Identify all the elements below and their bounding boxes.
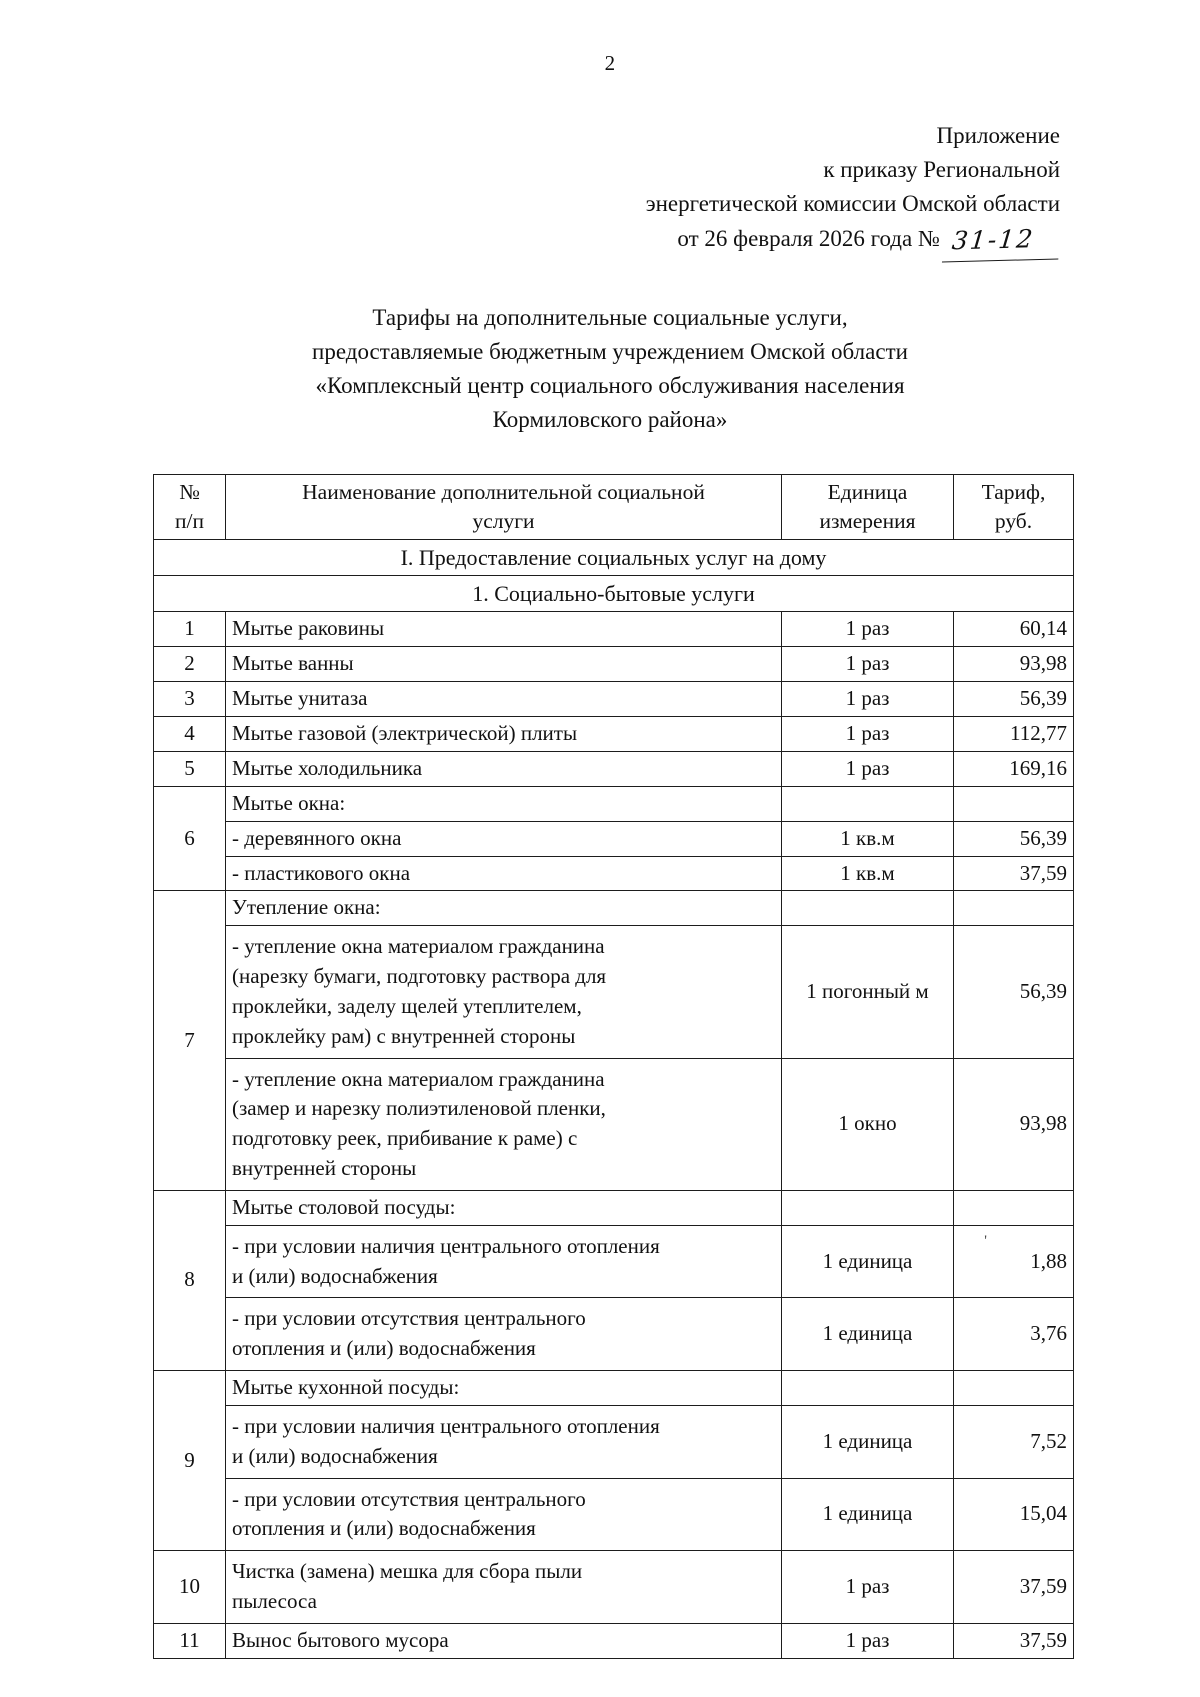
table-row <box>154 1623 1074 1658</box>
row-number: 7 <box>154 891 226 1190</box>
row-number: 9 <box>154 1371 226 1551</box>
tariff-table <box>153 474 1074 1658</box>
row-service-name-line2: пылесоса <box>232 1589 317 1613</box>
row-number: 10 <box>154 1551 226 1624</box>
appendix-line-3: энергетической комиссии Омской области <box>645 190 1060 216</box>
row-tariff: 37,59 <box>954 1551 1074 1624</box>
row-service-name: Мытье газовой (электрической) плиты <box>226 716 782 751</box>
table-row <box>154 1058 1074 1190</box>
title-line-4: Кормиловского района» <box>492 407 728 433</box>
column-header-tariff <box>954 475 1074 539</box>
subsection-heading-row <box>154 575 1074 611</box>
row-tariff-value: 1,88 <box>1030 1248 1067 1273</box>
row-unit: 1 окно <box>782 1058 954 1190</box>
row-service-name <box>226 1225 782 1298</box>
row-service-name-line1: Чистка (замена) мешка для сбора пыли <box>232 1559 583 1584</box>
row-service-name-line2: (нарезку бумаги, подготовку раствора для <box>232 964 607 989</box>
row-tariff: 15,04 <box>954 1478 1074 1551</box>
row-unit <box>782 891 954 926</box>
table-row <box>154 716 1074 751</box>
row-number: 6 <box>154 786 226 891</box>
row-service-name-line3: подготовку реек, прибивание к раме) с <box>232 1126 578 1151</box>
row-tariff: 56,39 <box>954 681 1074 716</box>
row-service-name <box>226 1298 782 1371</box>
row-service-name: - деревянного окна <box>226 821 782 856</box>
row-service-name: Мытье окна: <box>226 786 782 821</box>
row-service-name-line2: отопления и (или) водоснабжения <box>232 1516 536 1541</box>
subsection-heading-one: 1. Социально-бытовые услуги <box>154 575 1074 611</box>
row-service-name <box>226 1478 782 1551</box>
row-unit: 1 единица <box>782 1298 954 1371</box>
row-tariff: 56,39 <box>954 821 1074 856</box>
section-heading-roman-one: I. Предоставление социальных услуг на дому <box>154 539 1074 575</box>
row-unit <box>782 786 954 821</box>
title-line-1: Тарифы на дополнительные социальные услуги, <box>372 305 848 331</box>
row-service-name-line2: отопления и (или) водоснабжения <box>232 1336 536 1361</box>
row-service-name-line1: - при условии наличия центрального отопления <box>232 1233 660 1258</box>
table-row <box>154 821 1074 856</box>
row-service-name-line1: - утепление окна материалом гражданина <box>232 1066 605 1091</box>
table-row <box>154 1298 1074 1371</box>
row-tariff <box>954 891 1074 926</box>
row-number: 4 <box>154 716 226 751</box>
row-service-name-line2: (замер и нарезку полиэтиленовой пленки, <box>232 1096 606 1121</box>
row-number: 3 <box>154 681 226 716</box>
table-row <box>154 856 1074 891</box>
row-tariff: 60,14 <box>954 612 1074 647</box>
document-title <box>150 301 1070 437</box>
row-tariff: 93,98 <box>954 646 1074 681</box>
row-tariff <box>954 786 1074 821</box>
row-unit: 1 раз <box>782 612 954 647</box>
title-line-3: «Комплексный центр социального обслуживания населения <box>315 373 905 399</box>
column-header-number-line2: п/п <box>175 508 204 533</box>
handwritten-order-number: 31-12 <box>942 221 1062 263</box>
row-number: 1 <box>154 612 226 647</box>
row-service-name-line4: проклейку рам) с внутренней стороны <box>232 1023 576 1048</box>
table-row <box>154 786 1074 821</box>
table-row <box>154 926 1074 1058</box>
row-tariff: 169,16 <box>954 751 1074 786</box>
row-unit: 1 единица <box>782 1405 954 1478</box>
table-row <box>154 1371 1074 1406</box>
row-unit: 1 раз <box>782 646 954 681</box>
order-reference-line <box>150 220 1060 259</box>
table-row <box>154 1405 1074 1478</box>
row-unit: 1 единица <box>782 1225 954 1298</box>
row-unit: 1 раз <box>782 681 954 716</box>
column-header-unit <box>782 475 954 539</box>
row-service-name-line4: внутренней стороны <box>232 1156 417 1181</box>
column-header-service-name-line2: услуги <box>472 508 535 533</box>
title-line-2: предоставляемые бюджетным учреждением Омской области <box>312 339 908 365</box>
row-number: 2 <box>154 646 226 681</box>
column-header-number <box>154 475 226 539</box>
section-heading-row <box>154 539 1074 575</box>
row-unit: 1 погонный м <box>782 926 954 1058</box>
row-unit <box>782 1190 954 1225</box>
row-service-name: Утепление окна: <box>226 891 782 926</box>
column-header-service-name <box>226 475 782 539</box>
row-number: 8 <box>154 1190 226 1370</box>
row-unit: 1 раз <box>782 751 954 786</box>
row-tariff <box>954 1225 1074 1298</box>
table-row <box>154 681 1074 716</box>
row-unit: 1 раз <box>782 1623 954 1658</box>
row-unit: 1 раз <box>782 716 954 751</box>
row-tariff <box>954 1371 1074 1406</box>
row-service-name-line1: - при условии наличия центрального отопления <box>232 1413 660 1438</box>
row-service-name-line1: - утепление окна материалом гражданина <box>232 934 605 959</box>
row-service-name: Мытье кухонной посуды: <box>226 1371 782 1406</box>
scan-artifact-mark: ' <box>984 1232 987 1249</box>
column-header-unit-line2: измерения <box>819 508 916 533</box>
row-service-name: Вынос бытового мусора <box>226 1623 782 1658</box>
row-service-name <box>226 1551 782 1624</box>
row-service-name: Мытье раковины <box>226 612 782 647</box>
table-row <box>154 646 1074 681</box>
page-number: 2 <box>604 51 616 75</box>
row-number: 5 <box>154 751 226 786</box>
row-tariff: 56,39 <box>954 926 1074 1058</box>
row-unit: 1 кв.м <box>782 821 954 856</box>
row-service-name: Мытье столовой посуды: <box>226 1190 782 1225</box>
row-unit: 1 кв.м <box>782 856 954 891</box>
column-header-number-line1: № <box>179 480 200 505</box>
row-tariff: 7,52 <box>954 1405 1074 1478</box>
row-service-name-line1: - при условии отсутствия центрального <box>232 1306 586 1331</box>
row-tariff: 37,59 <box>954 856 1074 891</box>
column-header-tariff-line2: руб. <box>994 508 1033 533</box>
appendix-line-1: Приложение <box>936 123 1060 149</box>
row-unit: 1 единица <box>782 1478 954 1551</box>
row-tariff: 93,98 <box>954 1058 1074 1190</box>
row-service-name <box>226 1058 782 1190</box>
row-tariff: 3,76 <box>954 1298 1074 1371</box>
row-tariff <box>954 1190 1074 1225</box>
table-row <box>154 751 1074 786</box>
table-row <box>154 1478 1074 1551</box>
table-row <box>154 891 1074 926</box>
table-row <box>154 612 1074 647</box>
appendix-line-2: к приказу Региональной <box>823 156 1060 182</box>
row-service-name-line1: - при условии отсутствия центрального <box>232 1486 586 1511</box>
row-service-name: Мытье унитаза <box>226 681 782 716</box>
table-row <box>154 1551 1074 1624</box>
row-service-name: Мытье ванны <box>226 646 782 681</box>
row-service-name-line3: проклейки, заделу щелей утеплителем, <box>232 993 582 1018</box>
row-unit <box>782 1371 954 1406</box>
row-number: 11 <box>154 1623 226 1658</box>
row-service-name-line2: и (или) водоснабжения <box>232 1443 438 1468</box>
column-header-service-name-line1: Наименование дополнительной социальной <box>302 480 705 505</box>
row-unit: 1 раз <box>782 1551 954 1624</box>
row-service-name <box>226 926 782 1058</box>
row-service-name: Мытье холодильника <box>226 751 782 786</box>
appendix-header <box>150 119 1060 259</box>
row-service-name <box>226 1405 782 1478</box>
row-service-name-line2: и (или) водоснабжения <box>232 1263 438 1288</box>
table-row <box>154 1225 1074 1298</box>
table-row <box>154 1190 1074 1225</box>
table-header-row <box>154 475 1074 539</box>
column-header-tariff-line1: Тариф, <box>981 480 1046 505</box>
row-tariff: 37,59 <box>954 1623 1074 1658</box>
order-date-prefix: от 26 февраля 2026 года № <box>677 226 940 252</box>
row-service-name: - пластикового окна <box>226 856 782 891</box>
row-tariff: 112,77 <box>954 716 1074 751</box>
column-header-unit-line1: Единица <box>827 480 908 505</box>
